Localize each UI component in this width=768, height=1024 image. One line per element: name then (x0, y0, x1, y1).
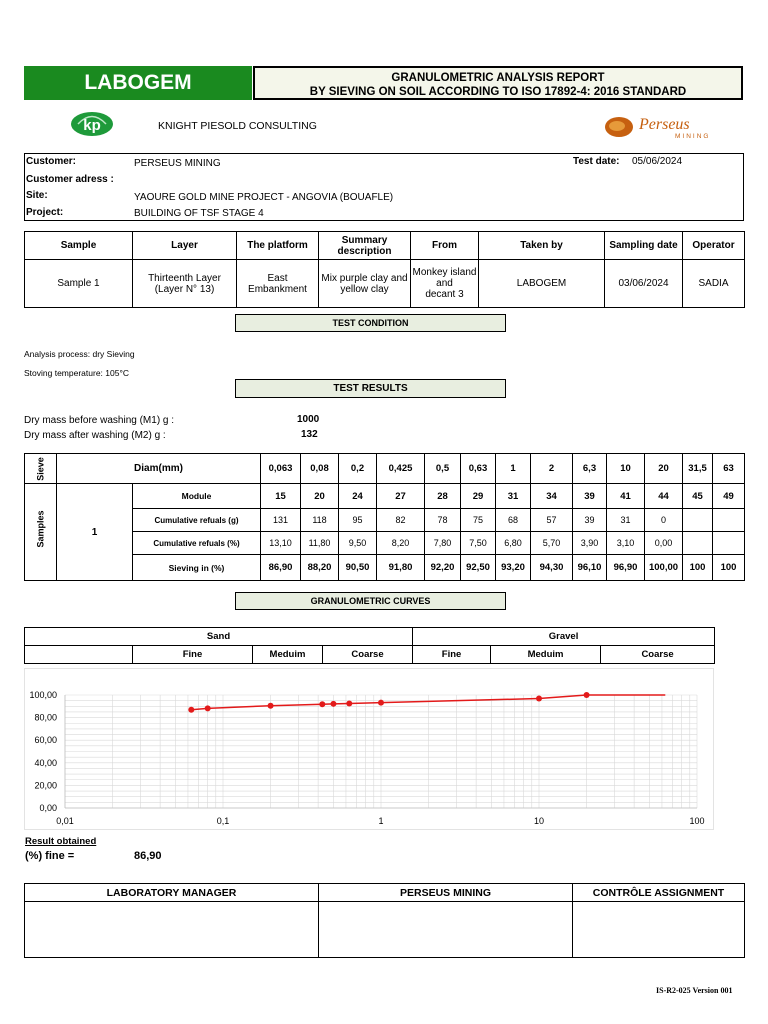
sieving-cell: 91,80 (377, 555, 425, 581)
control-assignment-signature[interactable] (573, 902, 745, 958)
samples-label-cell (25, 484, 57, 581)
y-tick-label: 20,00 (34, 780, 57, 791)
cum_g-cell: 57 (531, 509, 573, 532)
sampling-date-value: 03/06/2024 (605, 260, 683, 308)
y-tick-label: 100,00 (29, 690, 57, 700)
stoving-temperature: Stoving temperature: 105°C (24, 368, 129, 378)
m1-label: Dry mass before washing (M1) g : (24, 415, 175, 426)
sieving-cell: 100 (683, 555, 713, 581)
m1-value: 1000 (297, 414, 320, 425)
fine-label: (%) fine = (25, 850, 75, 862)
taken-by-value: LABOGEM (479, 260, 605, 308)
report-title-line1: GRANULOMETRIC ANALYSIS REPORT (391, 72, 605, 84)
project-label: Project: (26, 207, 64, 218)
diams-cell: 20 (645, 454, 683, 484)
diams-cell: 0,08 (301, 454, 339, 484)
samples-label: Samples (35, 510, 46, 548)
perseus-logo-sub: MINING (675, 133, 711, 140)
sieve-table (24, 453, 745, 581)
cum_g-cell (713, 509, 745, 532)
customer-info-box (24, 153, 744, 221)
granulometric-chart (0, 660, 768, 835)
analysis-process: Analysis process: dry Sieving (24, 349, 135, 359)
cum_g-cell: 118 (301, 509, 339, 532)
consultant-name: KNIGHT PIESOLD CONSULTING (158, 120, 317, 132)
sample-value: Sample 1 (25, 260, 133, 308)
fine-value: 86,90 (134, 850, 162, 862)
x-tick-label: 0,1 (216, 816, 230, 826)
sieving-cell: 93,20 (496, 555, 531, 581)
data-point (536, 696, 542, 702)
modules-cell: 34 (531, 484, 573, 509)
m2-label: Dry mass after washing (M2) g : (24, 430, 166, 441)
data-point (584, 692, 590, 698)
size-class-table (24, 627, 715, 664)
diams-cell: 31,5 (683, 454, 713, 484)
cum_pct-cell: 5,70 (531, 532, 573, 555)
m2-value: 132 (301, 429, 318, 440)
diams-cell: 63 (713, 454, 745, 484)
curves-label: GRANULOMETRIC CURVES (235, 592, 506, 610)
diams-cell: 0,5 (425, 454, 461, 484)
test-condition-label: TEST CONDITION (235, 314, 506, 332)
data-point (268, 703, 274, 709)
gravel-fine: Fine (413, 646, 491, 664)
cum_pct-cell: 6,80 (496, 532, 531, 555)
diams-cell: 10 (607, 454, 645, 484)
sieve-label-cell (25, 454, 57, 484)
diams-cell: 0,2 (339, 454, 377, 484)
sieving-cell: 96,90 (607, 555, 645, 581)
modules-cell: 24 (339, 484, 377, 509)
lab-manager-signature[interactable] (25, 902, 319, 958)
layer-value: Thirteenth Layer (Layer N° 13) (133, 260, 237, 308)
sieving-cell: 88,20 (301, 555, 339, 581)
diam-label: Diam(mm) (57, 454, 261, 484)
x-tick-label: 0,01 (56, 816, 74, 826)
modules-cell: 49 (713, 484, 745, 509)
project-value: BUILDING OF TSF STAGE 4 (134, 208, 264, 219)
sand-fine: Fine (133, 646, 253, 664)
cum_g-cell: 39 (573, 509, 607, 532)
sieving-cell: 100 (713, 555, 745, 581)
gravel-label: Gravel (413, 628, 715, 646)
diams-cell: 0,63 (461, 454, 496, 484)
diams-cell: 0,425 (377, 454, 425, 484)
cum_g-cell: 0 (645, 509, 683, 532)
modules-cell: 28 (425, 484, 461, 509)
header-platform: The platform (237, 232, 319, 260)
cum_g-cell: 131 (261, 509, 301, 532)
cum_pct-cell: 13,10 (261, 532, 301, 555)
control-assignment-label: CONTRÔLE ASSIGNMENT (573, 884, 745, 902)
sieving-cell: 92,50 (461, 555, 496, 581)
platform-value: East Embankment (237, 260, 319, 308)
data-point (346, 700, 352, 706)
description-value: Mix purple clay and yellow clay (319, 260, 411, 308)
cum-pct-label: Cumulative refuals (%) (133, 532, 261, 555)
gravel-medium: Meduim (491, 646, 601, 664)
perseus-logo (603, 114, 733, 140)
cum_g-cell: 68 (496, 509, 531, 532)
header-summary: Summary description (319, 232, 411, 260)
perseus-mining-signature[interactable] (319, 902, 573, 958)
modules-cell: 45 (683, 484, 713, 509)
cum_pct-cell: 7,80 (425, 532, 461, 555)
x-tick-label: 100 (689, 816, 705, 826)
header-layer: Layer (133, 232, 237, 260)
site-value: YAOURE GOLD MINE PROJECT - ANGOVIA (BOUAFLE) (134, 192, 394, 203)
sand-coarse: Coarse (323, 646, 413, 664)
cum_pct-cell: 0,00 (645, 532, 683, 555)
lab-manager-label: LABORATORY MANAGER (25, 884, 319, 902)
header-operator: Operator (683, 232, 745, 260)
diams-cell: 1 (496, 454, 531, 484)
modules-cell: 27 (377, 484, 425, 509)
diams-cell: 6,3 (573, 454, 607, 484)
data-point (378, 700, 384, 706)
perseus-logo-text: Perseus (639, 116, 690, 133)
report-title (253, 66, 743, 100)
y-tick-label: 60,00 (34, 735, 57, 746)
header-sample: Sample (25, 232, 133, 260)
modules-cell: 44 (645, 484, 683, 509)
header-from: From (411, 232, 479, 260)
sample-table (24, 231, 745, 308)
report-title-line2: BY SIEVING ON SOIL ACCORDING TO ISO 17892-4: 2016 STANDARD (309, 86, 687, 98)
modules-cell: 39 (573, 484, 607, 509)
signature-table (24, 883, 745, 958)
cum_pct-cell (683, 532, 713, 555)
sieving-cell: 90,50 (339, 555, 377, 581)
address-label: Customer adress : (26, 174, 114, 185)
y-tick-label: 80,00 (34, 712, 57, 723)
sample-number: 1 (57, 484, 133, 581)
test-results-label: TEST RESULTS (235, 379, 506, 398)
x-tick-label: 10 (533, 816, 545, 826)
modules-cell: 31 (496, 484, 531, 509)
cum_pct-cell: 9,50 (339, 532, 377, 555)
modules-cell: 41 (607, 484, 645, 509)
data-point (188, 707, 194, 713)
version-footer: IS-R2-025 Version 001 (656, 986, 733, 995)
perseus-mining-label: PERSEUS MINING (319, 884, 573, 902)
modules-cell: 29 (461, 484, 496, 509)
header-taken-by: Taken by (479, 232, 605, 260)
y-tick-label: 0,00 (39, 803, 57, 813)
cum_g-cell: 75 (461, 509, 496, 532)
x-tick-label: 1 (378, 816, 384, 826)
site-label: Site: (26, 190, 48, 201)
cum_g-cell: 31 (607, 509, 645, 532)
module-label: Module (133, 484, 261, 509)
cum_pct-cell: 11,80 (301, 532, 339, 555)
from-value: Monkey island and decant 3 (411, 260, 479, 308)
cum_g-cell: 82 (377, 509, 425, 532)
sand-label: Sand (25, 628, 413, 646)
sieving-label: Sieving in (%) (133, 555, 261, 581)
cum_pct-cell (713, 532, 745, 555)
cum_pct-cell: 3,10 (607, 532, 645, 555)
data-point (330, 701, 336, 707)
sand-medium: Meduim (253, 646, 323, 664)
gravel-coarse: Coarse (601, 646, 715, 664)
result-label: Result obtained (25, 836, 97, 847)
cum_g-cell: 95 (339, 509, 377, 532)
kp-logo-icon (70, 111, 114, 137)
cum_g-cell: 78 (425, 509, 461, 532)
cum_pct-cell: 8,20 (377, 532, 425, 555)
sieving-cell: 100,00 (645, 555, 683, 581)
operator-value: SADIA (683, 260, 745, 308)
cum-g-label: Cumulative refuals (g) (133, 509, 261, 532)
diams-cell: 2 (531, 454, 573, 484)
diams-cell: 0,063 (261, 454, 301, 484)
brand-title: LABOGEM (24, 66, 252, 100)
cum_pct-cell: 7,50 (461, 532, 496, 555)
header-sampling-date: Sampling date (605, 232, 683, 260)
y-tick-label: 40,00 (34, 757, 57, 768)
sieving-cell: 96,10 (573, 555, 607, 581)
kp-logo-text: kp (83, 117, 101, 134)
data-point (205, 705, 211, 711)
cum_pct-cell: 3,90 (573, 532, 607, 555)
modules-cell: 15 (261, 484, 301, 509)
test-date-label: Test date: (573, 156, 620, 167)
sieving-cell: 86,90 (261, 555, 301, 581)
sieving-cell: 92,20 (425, 555, 461, 581)
cum_g-cell (683, 509, 713, 532)
modules-cell: 20 (301, 484, 339, 509)
data-point (319, 701, 325, 707)
test-date-value: 05/06/2024 (632, 156, 683, 167)
customer-label: Customer: (26, 156, 77, 167)
sieve-label: Sieve (35, 456, 46, 481)
customer-value: PERSEUS MINING (134, 158, 221, 169)
sieving-cell: 94,30 (531, 555, 573, 581)
